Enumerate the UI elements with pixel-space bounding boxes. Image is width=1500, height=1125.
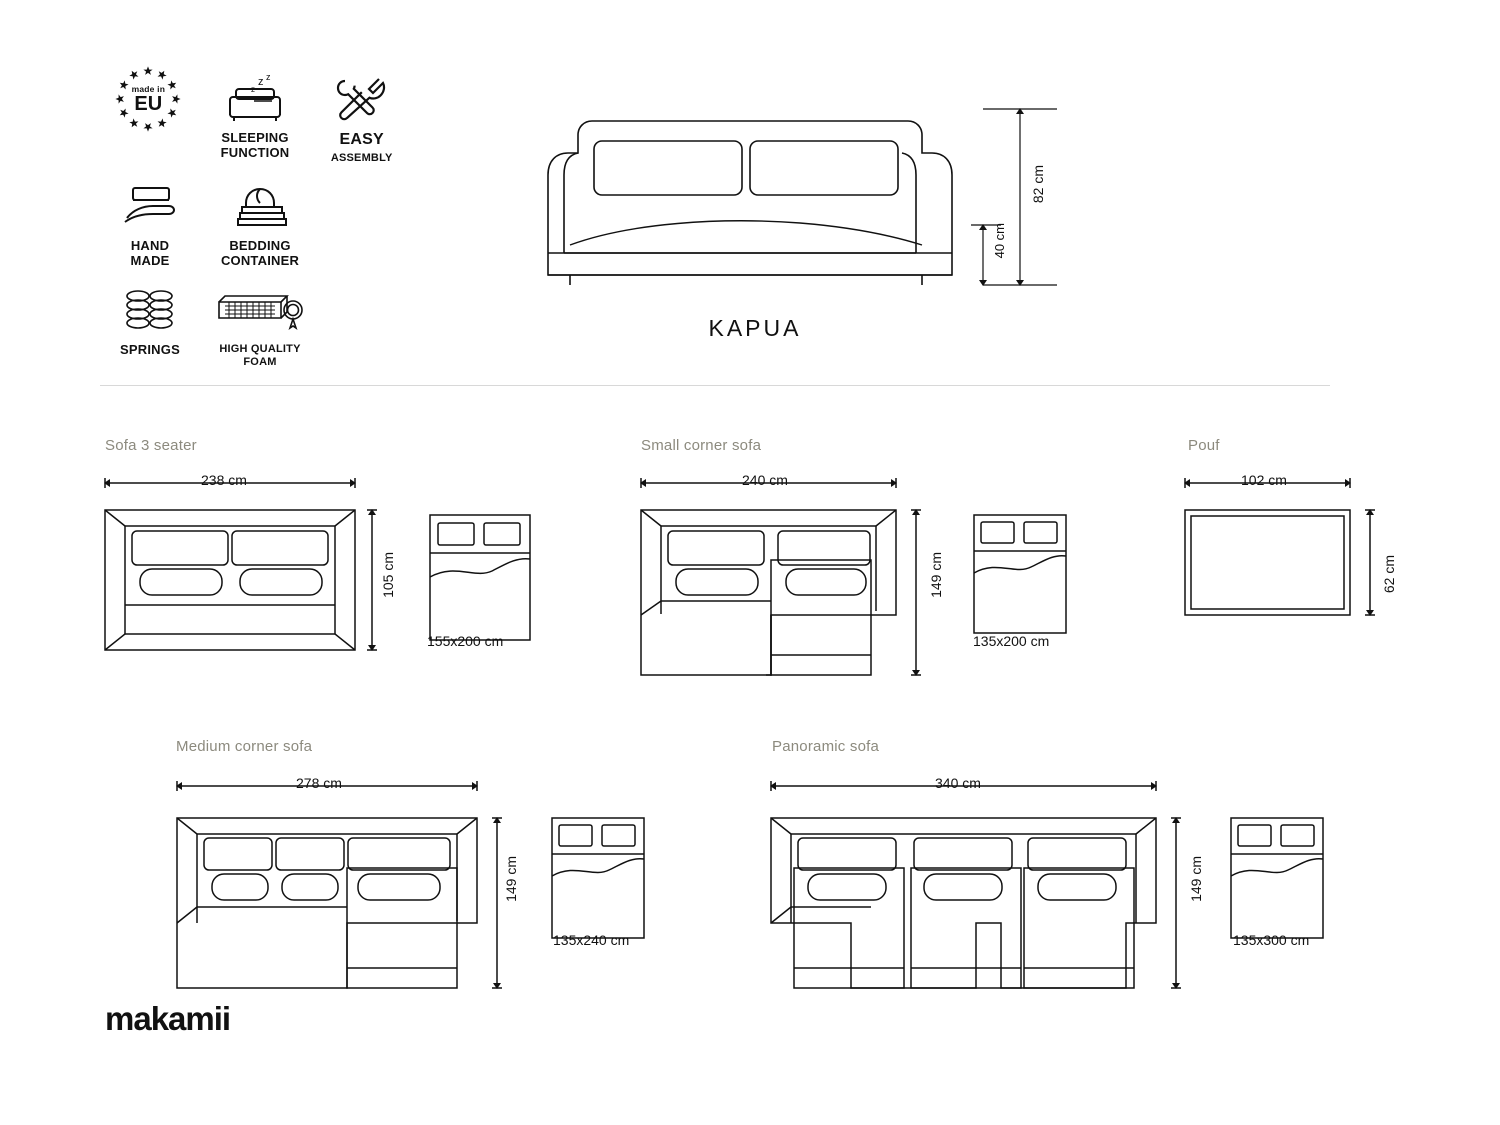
tools-icon: [333, 70, 391, 128]
badge-assembly-label: ASSEMBLY: [330, 151, 393, 164]
medium-corner-sofa-depth-label: 149 cm: [503, 856, 519, 902]
small-corner-sofa-width-label: 240 cm: [742, 472, 788, 488]
pouf-depth-label: 62 cm: [1381, 555, 1397, 594]
springs-icon: [122, 282, 178, 340]
badge-easy-label: EASY: [339, 131, 384, 148]
product-name: KAPUA: [708, 315, 802, 341]
sofa-3-seater-width-label: 238 cm: [201, 472, 247, 488]
badge-row-1: [100, 70, 410, 164]
pouf-width-label: 102 cm: [1241, 472, 1287, 488]
variant-title-pouf: Pouf: [1188, 437, 1220, 454]
feature-badges: [100, 70, 410, 376]
badge-high-quality-foam: [210, 282, 310, 368]
panoramic-sofa-drawing: [766, 768, 1346, 1008]
svg-text:z: z: [266, 72, 271, 82]
small-corner-sofa-drawing: [636, 465, 1096, 695]
made-in-label: made in: [131, 84, 166, 94]
brand-logo: makamii: [105, 1000, 231, 1037]
variant-title-panoramic-sofa: Panoramic sofa: [772, 738, 880, 755]
badge-easy-assembly: [313, 70, 410, 164]
foam-icon: [213, 282, 307, 340]
small-corner-sofa-depth-label: 149 cm: [928, 552, 944, 598]
sofa-3-seater-depth-label: 105 cm: [380, 552, 396, 598]
eu-stars-icon: [112, 70, 184, 128]
badge-hand-made: [100, 178, 200, 268]
svg-text:z: z: [251, 85, 255, 94]
pouf-drawing: [1180, 465, 1410, 645]
sleeping-function-icon: [224, 70, 286, 128]
badge-springs: [100, 282, 200, 368]
badge-foam-label: HIGH QUALITY FOAM: [219, 343, 301, 368]
badge-row-2: [100, 178, 410, 268]
badge-bedding-container-label: BEDDING CONTAINER: [220, 238, 300, 268]
variant-title-sofa-3-seater: Sofa 3 seater: [105, 437, 197, 454]
sofa-3-seater-bed-label: 155x200 cm: [427, 633, 504, 649]
badge-bedding-container: [210, 178, 310, 268]
medium-corner-sofa-bed-label: 135x240 cm: [553, 932, 630, 948]
variant-title-small-corner-sofa: Small corner sofa: [641, 437, 762, 454]
hand-made-icon: [119, 178, 181, 236]
badge-row-3: [100, 282, 410, 368]
bedding-container-icon: [230, 178, 290, 236]
badge-hand-made-label: HAND MADE: [130, 238, 170, 268]
hero-height-seat-label: 40 cm: [992, 223, 1007, 259]
panoramic-sofa-width-label: 340 cm: [935, 775, 981, 791]
badge-springs-label: SPRINGS: [120, 342, 180, 358]
hero-sofa-drawing: [540, 105, 1060, 315]
hero-height-total-label: 82 cm: [1030, 165, 1046, 204]
panoramic-sofa-bed-label: 135x300 cm: [1233, 932, 1310, 948]
badge-sleeping-function-label: SLEEPING FUNCTION: [220, 130, 290, 160]
badge-made-in-eu: [100, 70, 197, 164]
medium-corner-sofa-width-label: 278 cm: [296, 775, 342, 791]
eu-label: EU: [134, 93, 163, 115]
medium-corner-sofa-drawing: [172, 768, 672, 1008]
svg-text:z: z: [258, 76, 264, 88]
section-divider: [100, 385, 1330, 386]
small-corner-sofa-bed-label: 135x200 cm: [973, 633, 1050, 649]
panoramic-sofa-depth-label: 149 cm: [1188, 856, 1204, 902]
variant-title-medium-corner-sofa: Medium corner sofa: [176, 738, 313, 755]
badge-sleeping-function: [207, 70, 304, 164]
